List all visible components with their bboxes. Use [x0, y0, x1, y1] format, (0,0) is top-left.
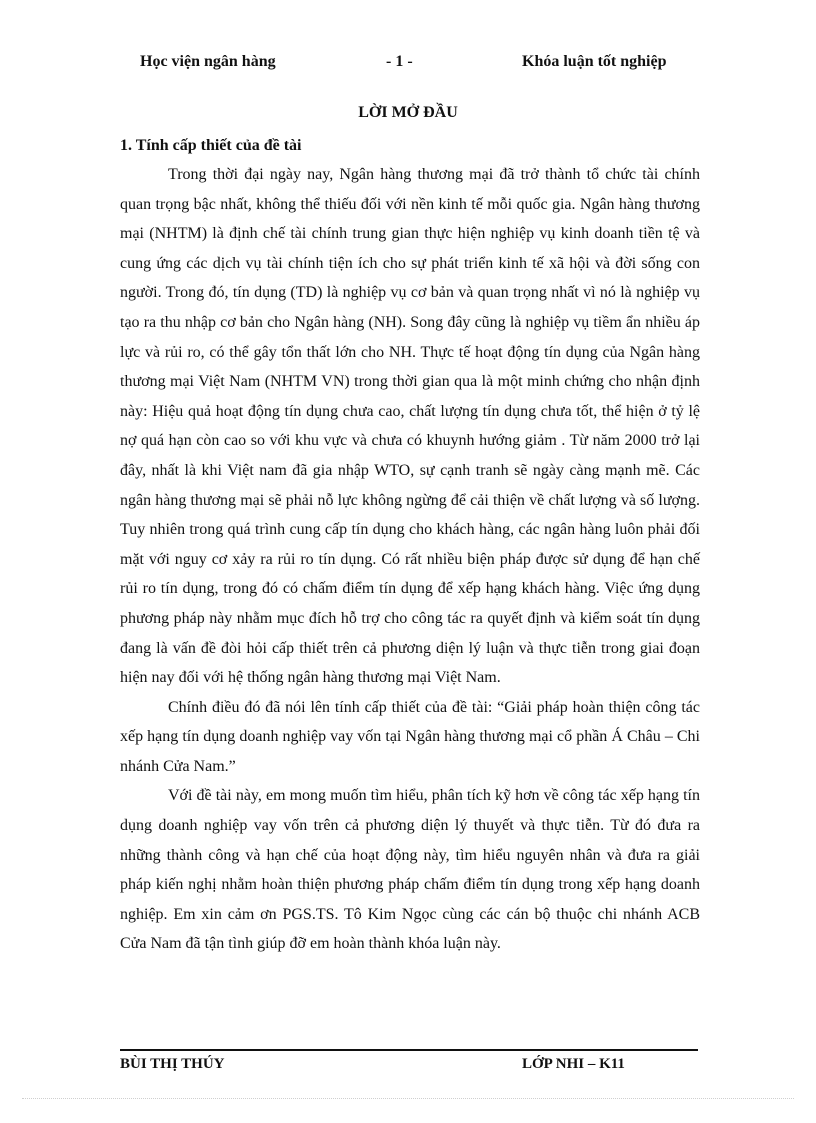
footer-divider [120, 1049, 698, 1051]
paragraph-3: Với đề tài này, em mong muốn tìm hiểu, phân tích kỹ hơn về công tác xếp hạng tín dụng doanh nghiệp vay vốn trên cả phương diện lý thuyết và thực tiễn. Từ đó đưa ra những thành công và hạn chế của hoạt động này, tìm hiểu nguyên nhân và đưa ra giải pháp kiến nghị nhằm hoàn thiện phương pháp chấm điểm tín dụng trong xếp hạng doanh nghiệp. Em xin cảm ơn PGS.TS. Tô Kim Ngọc cùng các cán bộ thuộc chi nhánh ACB Cửa Nam đã tận tình giúp đỡ em hoàn thành khóa luận này. [120, 787, 700, 953]
footer-class: LỚP NHI – K11 [522, 1056, 625, 1072]
page-edge-line [22, 1098, 794, 1099]
section-heading: 1. Tính cấp thiết của đề tài [120, 137, 302, 154]
header-institution: Học viện ngân hàng [140, 53, 276, 70]
paragraph-2: Chính điều đó đã nói lên tính cấp thiết của đề tài: “Giải pháp hoàn thiện công tác xếp hạng tín dụng doanh nghiệp vay vốn tại Ngân hàng thương mại cổ phần Á Châu – Chi nhánh Cửa Nam.” [120, 698, 700, 775]
body-text [120, 160, 700, 959]
footer-author: BÙI THỊ THÚY [120, 1056, 225, 1072]
header-document-type: Khóa luận tốt nghiệp [522, 53, 667, 70]
page-title: LỜI MỞ ĐẦU [358, 104, 458, 121]
header-page-number: - 1 - [386, 53, 413, 70]
paragraph-1: Trong thời đại ngày nay, Ngân hàng thương mại đã trở thành tổ chức tài chính quan trọng bậc nhất, không thể thiếu đối với nền kinh tế mỗi quốc gia. Ngân hàng thương mại (NHTM) là định chế tài chính trung gian thực hiện nghiệp vụ kinh doanh tiền tệ và cung ứng các dịch vụ tài chính tiện ích cho sự phát triển kinh tế xã hội và đời sống con người. Trong đó, tín dụng (TD) là nghiệp vụ cơ bản và quan trọng nhất vì nó là nghiệp vụ tạo ra thu nhập cơ bản cho Ngân hàng (NH). Song đây cũng là nghiệp vụ tiềm ẩn nhiều áp lực và rủi ro, có thể gây tổn thất lớn cho NH. Thực tế hoạt động tín dụng của Ngân hàng thương mại Việt Nam (NHTM VN) trong thời gian qua là một minh chứng cho nhận định này: Hiệu quả hoạt động tín dụng chưa cao, chất lượng tín dụng chưa tốt, thể hiện ở tỷ lệ nợ quá hạn còn cao so với khu vực và chưa có khuynh hướng giảm . Từ năm 2000 trở lại đây, nhất là khi Việt nam đã gia nhập WTO, sự cạnh tranh sẽ ngày càng mạnh mẽ. Các ngân hàng thương mại sẽ phải nỗ lực không ngừng để cải thiện về chất lượng và số lượng. Tuy nhiên trong quá trình cung cấp tín dụng cho khách hàng, các ngân hàng luôn phải đối mặt với nguy cơ xảy ra rủi ro tín dụng. Có rất nhiều biện pháp được sử dụng để hạn chế rủi ro tín dụng, trong đó có chấm điểm tín dụng để xếp hạng khách hàng. Việc ứng dụng phương pháp này nhằm mục đích hỗ trợ cho công tác ra quyết định và kiểm soát tín dụng đang là vấn đề đòi hỏi cấp thiết trên cả phương diện lý luận và thực tiễn trong giai đoạn hiện nay đối với hệ thống ngân hàng thương mại Việt Nam. [120, 166, 700, 687]
